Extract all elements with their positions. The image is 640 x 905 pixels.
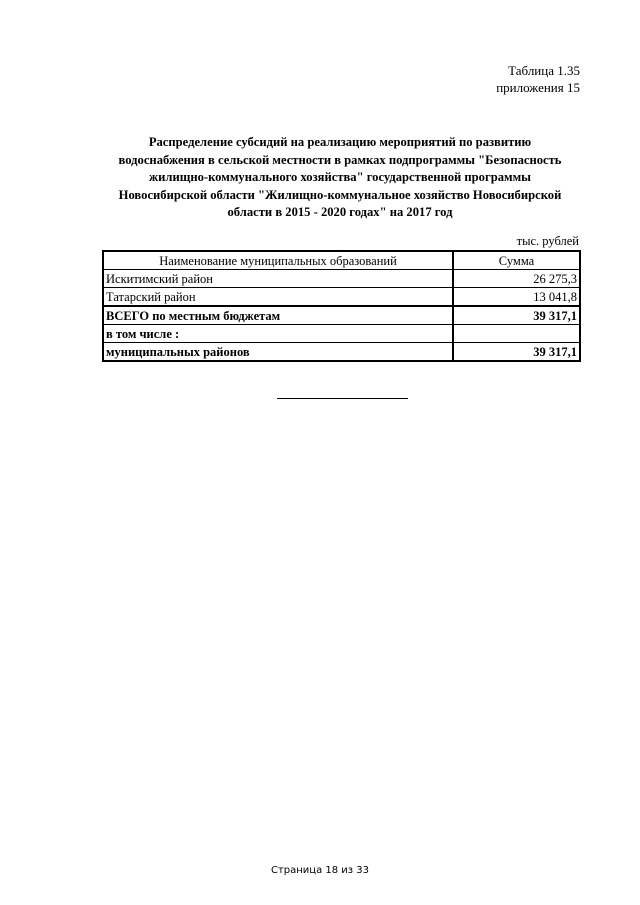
table-row bbox=[103, 343, 580, 362]
table-number: Таблица 1.35 bbox=[508, 63, 580, 78]
table-row bbox=[103, 270, 580, 288]
document-title bbox=[100, 134, 580, 222]
row-sum: 39 317,1 bbox=[453, 343, 580, 362]
column-header-sum: Сумма bbox=[453, 251, 580, 270]
row-name: в том числе : bbox=[103, 325, 453, 343]
title-line: Новосибирской области "Жилищно-коммунальное хозяйство Новосибирской bbox=[118, 187, 562, 202]
row-name: муниципальных районов bbox=[103, 343, 453, 362]
row-sum: 26 275,3 bbox=[453, 270, 580, 288]
column-header-name: Наименование муниципальных образований bbox=[103, 251, 453, 270]
row-sum: 39 317,1 bbox=[453, 306, 580, 325]
table-reference bbox=[496, 62, 580, 96]
unit-label: тыс. рублей bbox=[516, 234, 579, 248]
title-line: области в 2015 - 2020 годах" на 2017 год bbox=[227, 205, 453, 219]
row-name: Татарский район bbox=[103, 288, 453, 307]
row-sum: 13 041,8 bbox=[453, 288, 580, 307]
title-line: водоснабжения в сельской местности в рамках подпрограммы "Безопасность bbox=[118, 152, 562, 167]
total-row bbox=[103, 306, 580, 325]
table-header-row bbox=[103, 251, 580, 270]
table-row bbox=[103, 325, 580, 343]
title-line: Распределение субсидий на реализацию мероприятий по развитию bbox=[148, 135, 532, 149]
table-row bbox=[103, 288, 580, 307]
subsidy-table bbox=[102, 250, 581, 362]
page-number: Страница 18 из 33 bbox=[270, 865, 370, 876]
row-sum bbox=[453, 325, 580, 343]
divider-line bbox=[277, 398, 408, 399]
row-name: Искитимский район bbox=[103, 270, 453, 288]
appendix-reference: приложения 15 bbox=[496, 80, 580, 95]
row-name: ВСЕГО по местным бюджетам bbox=[103, 306, 453, 325]
title-line: жилищно-коммунального хозяйства" государственной программы bbox=[149, 170, 531, 184]
